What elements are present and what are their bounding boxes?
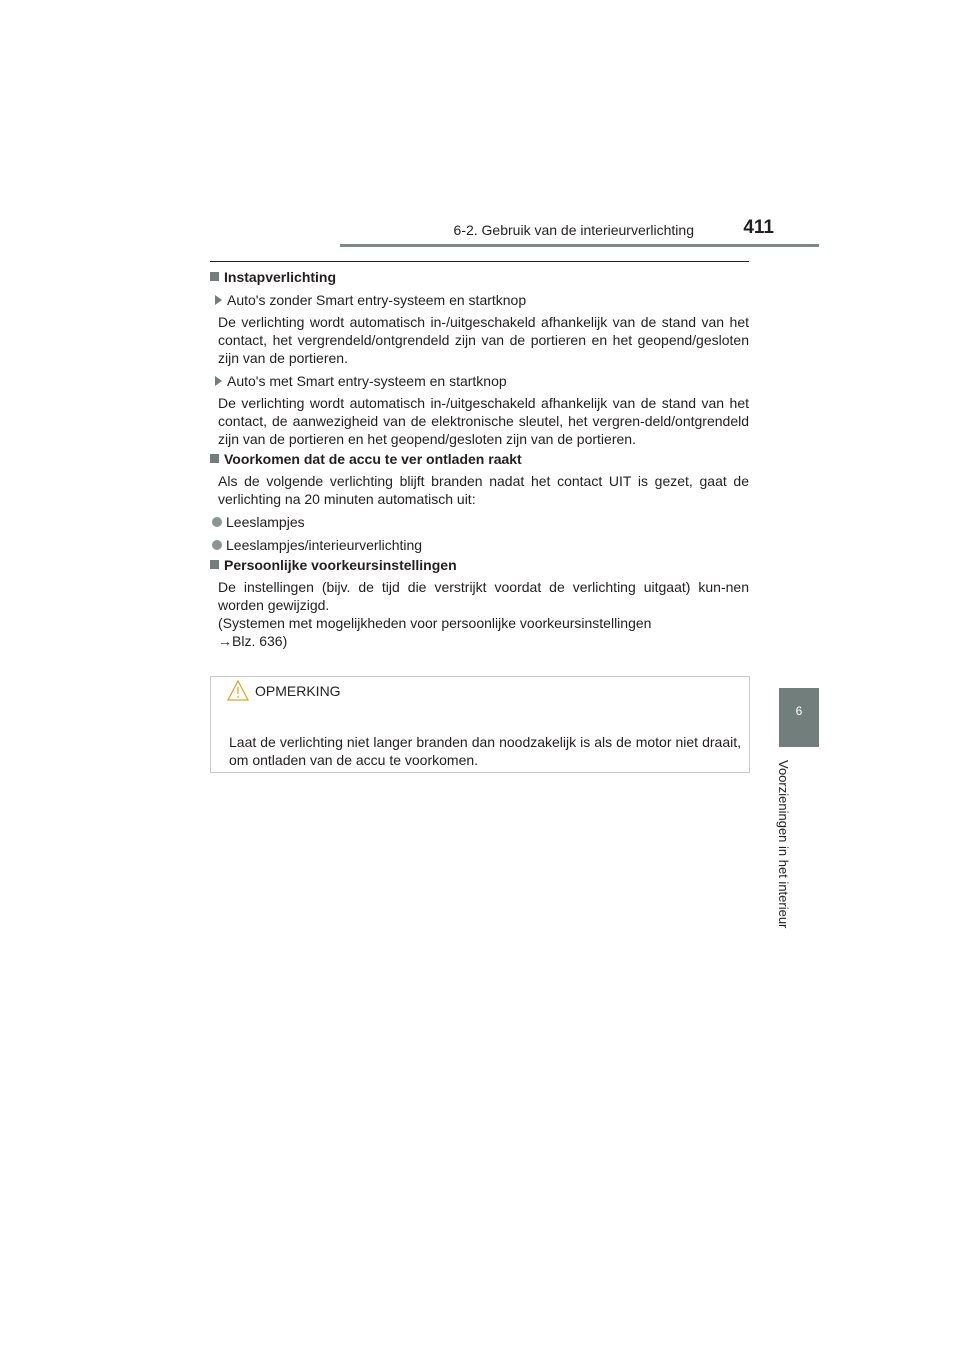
section-divider [210, 261, 749, 262]
main-content [210, 266, 749, 650]
chapter-label [776, 760, 808, 960]
note-title: OPMERKING [255, 683, 341, 699]
paragraph: (Systemen met mogelijkheden voor persoonlijke voorkeursinstellingen [218, 615, 652, 631]
paragraph: Als de volgende verlichting blijft branden nadat het contact UIT is gezet, gaat de verlichting na 20 minuten automatisch uit: [218, 473, 749, 507]
paragraph: De instellingen (bijv. de tijd die verstrijkt voordat de verlichting uitgaat) kun-nen worden gewijzigd. [218, 579, 749, 613]
page-header [340, 217, 820, 245]
list-item: Leeslampjes/interieurverlichting [210, 536, 749, 554]
note-text: Laat de verlichting niet langer branden dan noodzakelijk is als de motor niet draait, om ontladen van de accu te voorkomen. [229, 734, 741, 768]
circle-bullet-icon [212, 517, 222, 527]
list-item: Leeslampjes [210, 513, 749, 531]
warning-icon [227, 680, 249, 702]
paragraph: De verlichting wordt automatisch in-/uitgeschakeld afhankelijk van de stand van het contact, de aanwezigheid van de elektronische sleutel, het vergren-deld/ontgrendeld zijn van de portieren en het geopend/gesloten zijn van de portieren. [218, 395, 749, 447]
heading-accu: Voorkomen dat de accu te ver ontladen raakt [210, 450, 749, 468]
header-rule [340, 244, 819, 247]
subheading-without-smart-entry: Auto's zonder Smart entry-systeem en startknop [210, 291, 749, 309]
chapter-label-text: Voorzieningen in het interieur [776, 760, 791, 929]
page-number: 411 [743, 217, 774, 238]
triangle-bullet-icon [215, 295, 222, 305]
subheading-with-smart-entry: Auto's met Smart entry-systeem en startknop [210, 372, 749, 390]
note-box [210, 676, 750, 773]
heading-voorkeursinstellingen: Persoonlijke voorkeursinstellingen [210, 556, 749, 574]
triangle-bullet-icon [215, 376, 222, 386]
square-bullet-icon [210, 560, 219, 569]
page-reference: →Blz. 636) [218, 633, 288, 649]
chapter-tab: 6 [779, 688, 819, 747]
paragraph: De verlichting wordt automatisch in-/uitgeschakeld afhankelijk van de stand van het contact, het vergrendeld/ontgrendeld zijn van de portieren en het geopend/gesloten zijn van de portieren. [218, 314, 749, 366]
section-title: 6-2. Gebruik van de interieurverlichting [453, 222, 694, 238]
square-bullet-icon [210, 272, 219, 281]
square-bullet-icon [210, 454, 219, 463]
circle-bullet-icon [212, 540, 222, 550]
heading-instapverlichting: Instapverlichting [210, 268, 749, 286]
